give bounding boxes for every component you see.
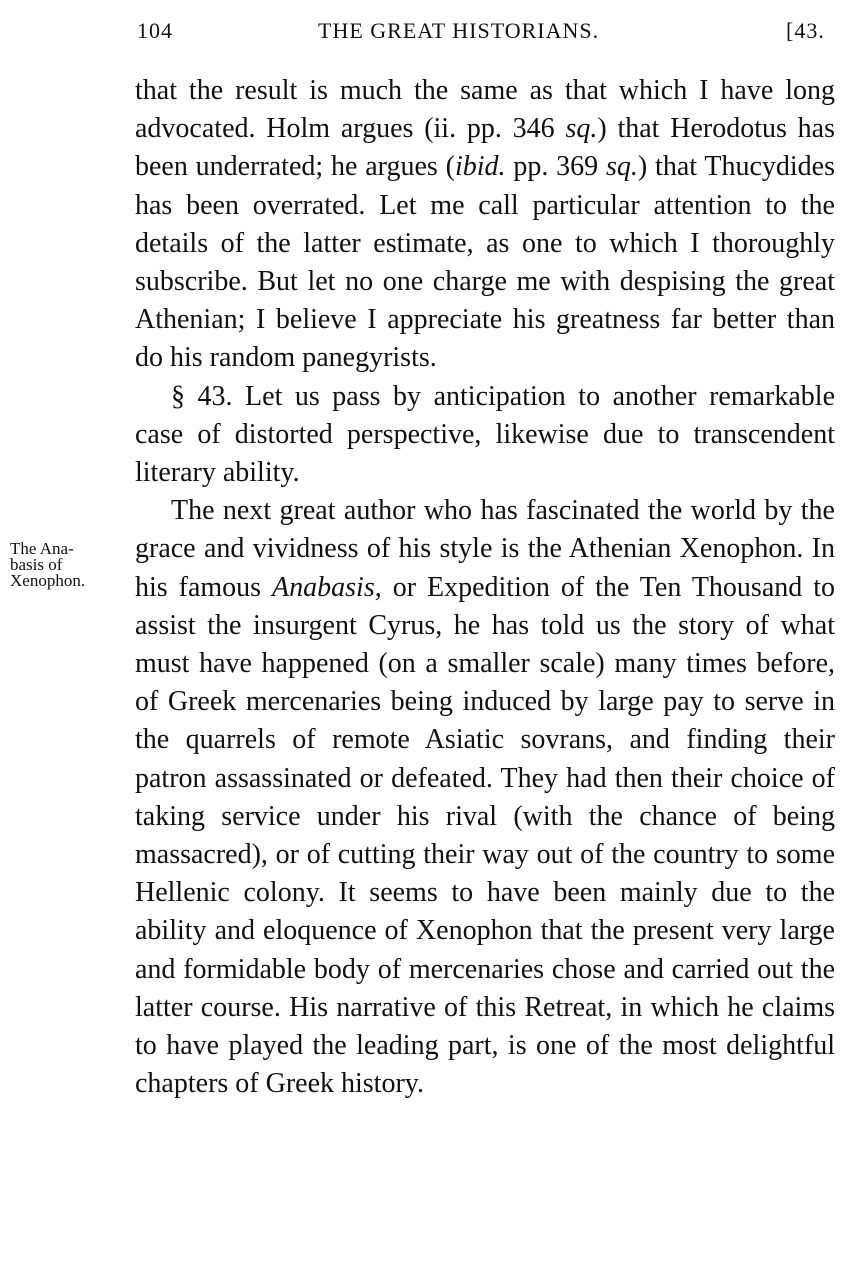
paragraph-anabasis — [135, 492, 835, 1103]
text-run: ) that Thucydides has been overrated. Let me call particular attention to the details of the latter estimate, as one to which I thoroughly subscribe. But let no one charge me with despising the great Athenian; I believe I appreciate his greatness far better than do his random panegyrists. — [135, 151, 835, 374]
text-run: , or Expedition of the Ten Thousand to assist the insurgent Cyrus, he has told us the story of what must have happened (on a smaller scale) many times before, of Greek mercenaries being induced by large pay to serve in the quarrels of remote Asiatic sovrans, and finding their patron assassinated or defeated. They had then their choice of taking service under his rival (with the chance of being massacred), or of cutting their way out of the country to some Hellenic colony. It seems to have been mainly due to the ability and eloquence of Xenophon that the present very large and formidable body of mercenaries chose and carried out the latter course. His narrative of this Retreat, in which he claims to have played the leading part, is one of the most delightful chapters of Greek history. — [135, 571, 835, 1100]
margin-note — [10, 541, 130, 589]
text-run: ) that Herodotus has been underrated; he argues ( — [135, 113, 835, 183]
running-header — [0, 18, 868, 50]
paragraph-section-43: § 43. Let us pass by anticipation to another remarkable case of distorted perspective, likewise due to transcendent literary ability. — [135, 380, 835, 489]
section-marker: [43. — [786, 18, 825, 43]
italic-run: Anabasis — [272, 571, 375, 603]
italic-run: ibid. — [454, 151, 506, 183]
margin-note-line: Xenophon. — [10, 571, 86, 590]
text-run: that the result is much the same as that which I have long advocated. Holm argues (ii. pp. 346 — [135, 75, 835, 145]
paragraph-continuation — [135, 72, 835, 378]
margin-note-line: basis of — [10, 555, 63, 574]
page-number: 104 — [137, 18, 173, 43]
italic-run: sq. — [565, 113, 598, 145]
margin-note-line: The Ana- — [10, 539, 74, 558]
running-title: THE GREAT HISTORIANS. — [318, 18, 600, 43]
text-run: pp. 369 — [505, 151, 606, 183]
italic-run: sq. — [606, 151, 638, 183]
text-run: The next great author who has fascinated the world by the grace and vividness of his style is the Athenian Xenophon. In his famous — [135, 495, 835, 603]
body-text — [135, 72, 835, 1103]
